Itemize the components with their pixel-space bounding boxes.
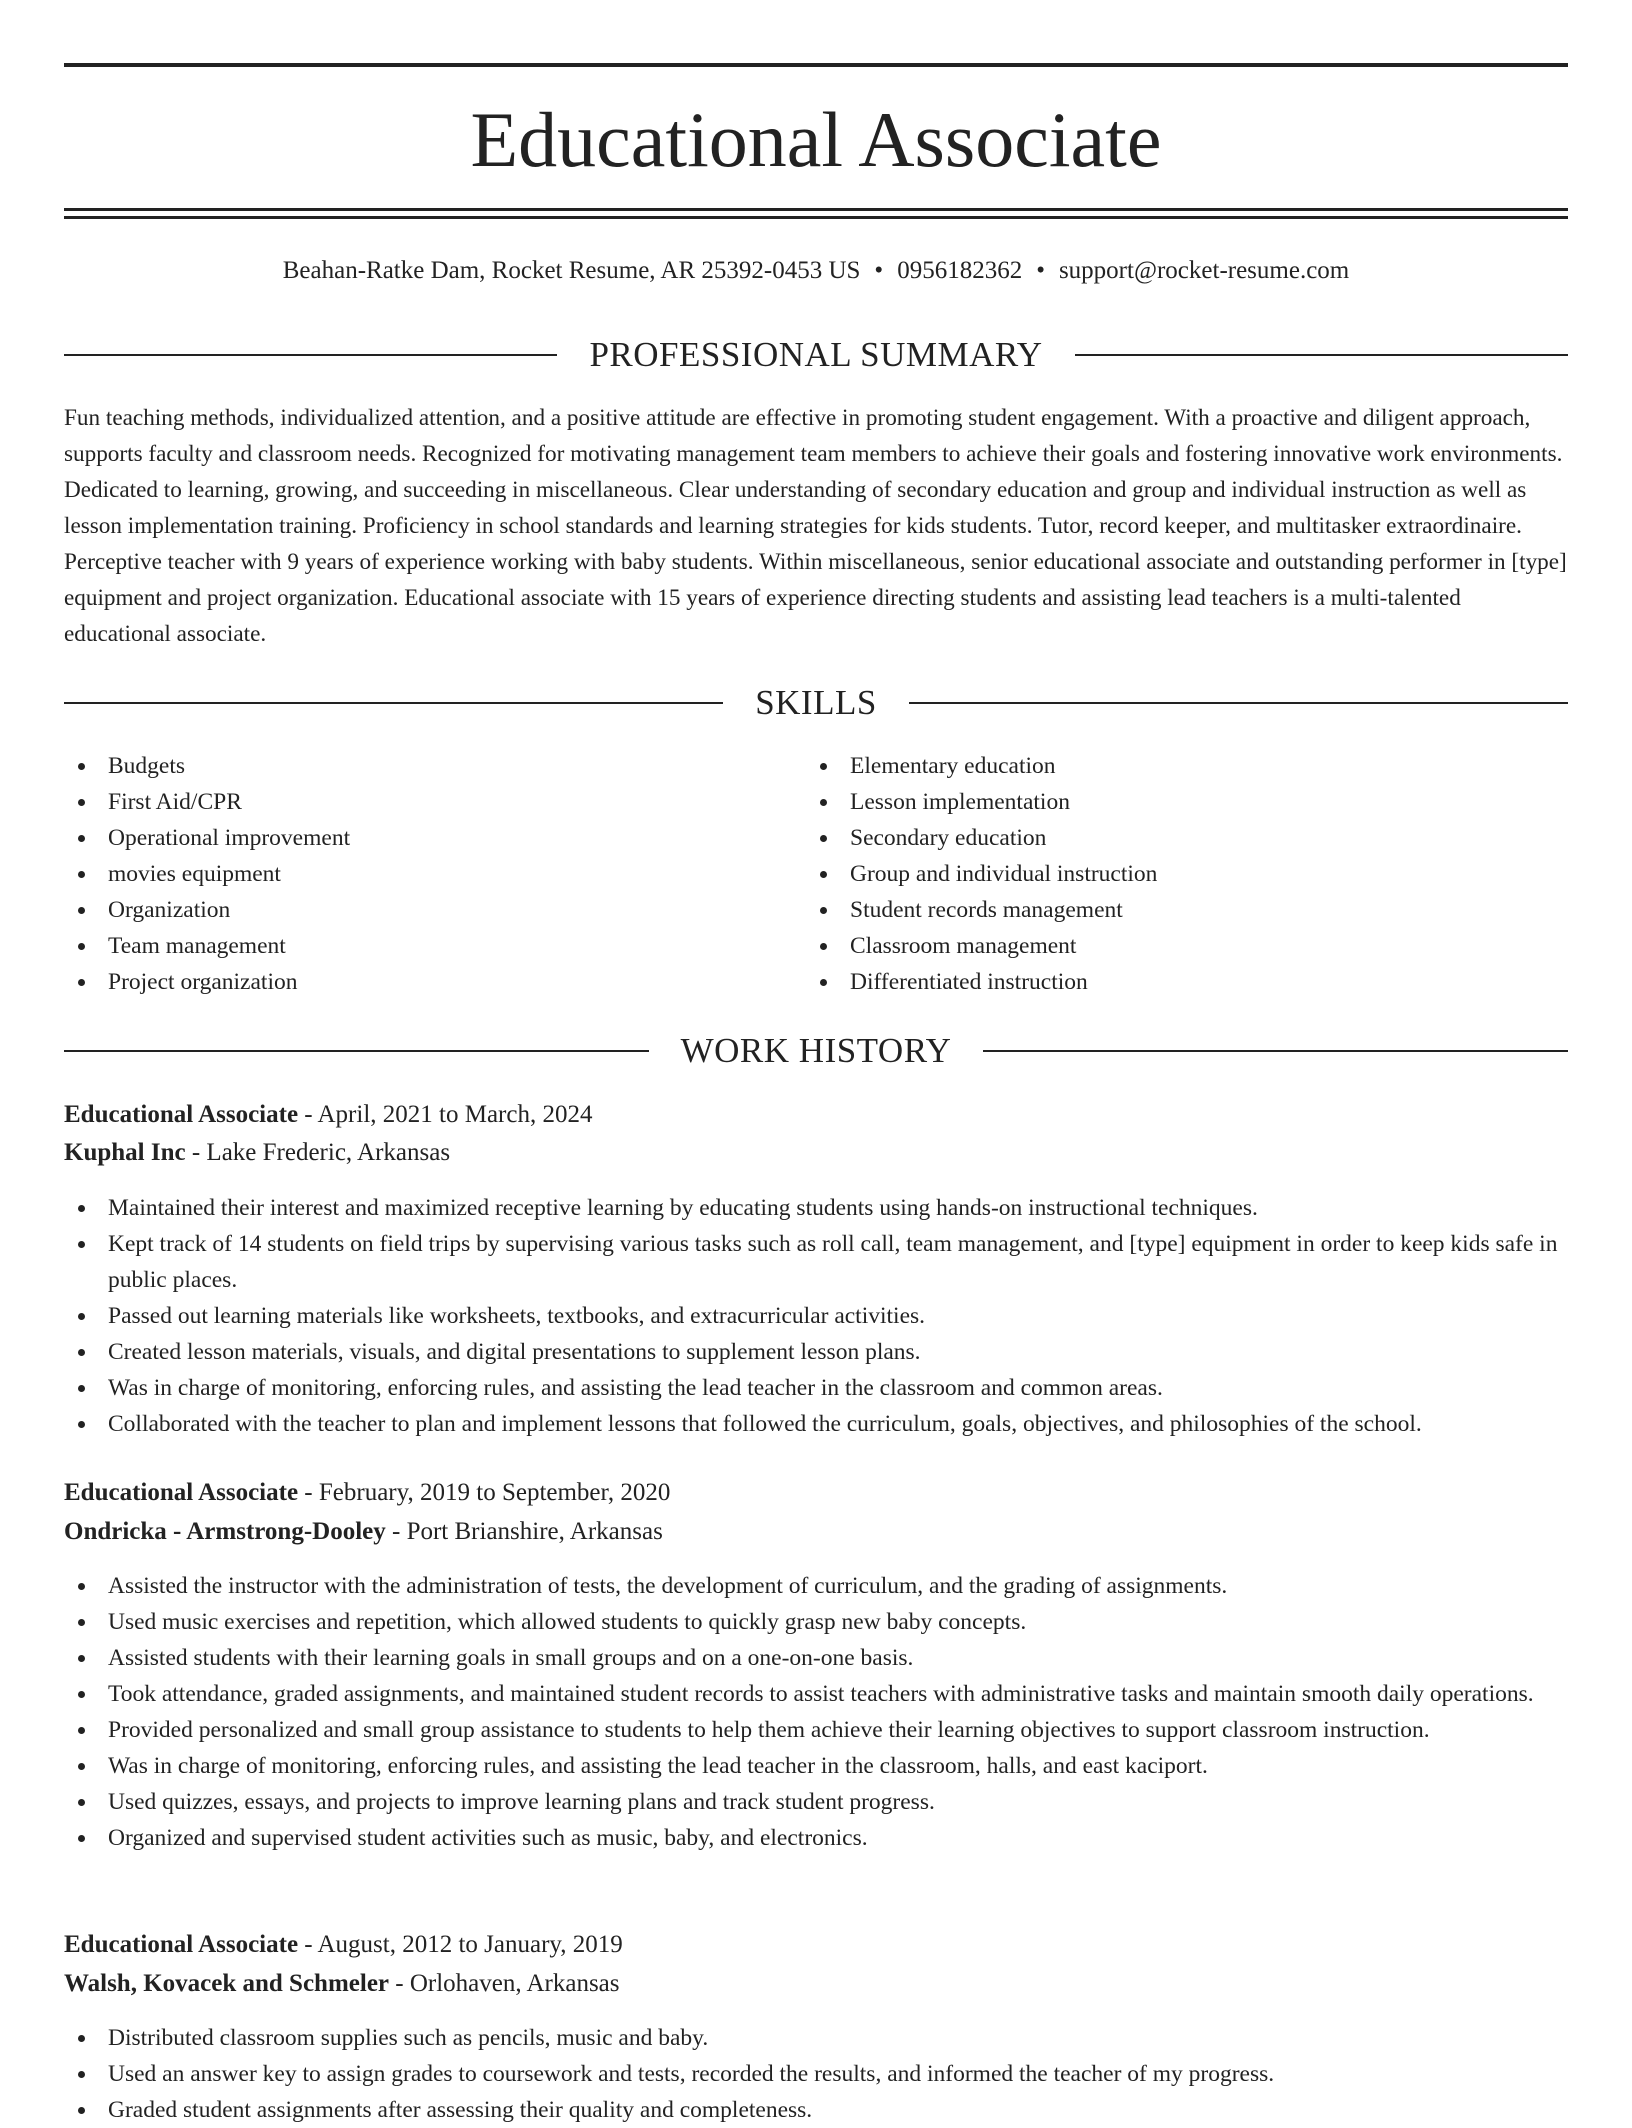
- job-bullet: Graded student assignments after assessing their quality and completeness.: [64, 2092, 1568, 2128]
- job-bullet: Assisted students with their learning goals in small groups and on a one-on-one basis.: [64, 1640, 1568, 1676]
- job-bullet: Organized and supervised student activities such as music, baby, and electronics.: [64, 1820, 1568, 1856]
- skill-item: Classroom management: [806, 928, 1506, 964]
- contact-email: support@rocket-resume.com: [1058, 257, 1350, 284]
- contact-separator: •: [874, 257, 884, 284]
- job-title: Educational Associate: [64, 1931, 299, 1958]
- page-title: Educational Associate: [470, 96, 1162, 183]
- job-bullet: Distributed classroom supplies such as pencils, music and baby.: [64, 2020, 1568, 2056]
- job-dates: February, 2019 to September, 2020: [318, 1479, 671, 1506]
- job-bullet: Was in charge of monitoring, enforcing rules, and assisting the lead teacher in the classroom and common areas.: [64, 1370, 1568, 1406]
- job-title: Educational Associate: [64, 1101, 299, 1128]
- job-bullet: Passed out learning materials like worksheets, textbooks, and extracurricular activities.: [64, 1298, 1568, 1334]
- job-title-line: Educational Associate - February, 2019 to September, 2020: [64, 1479, 671, 1506]
- job-bullets: [64, 1190, 1568, 1442]
- heading-rule-right: [909, 702, 1568, 704]
- job-company-line: Kuphal Inc - Lake Frederic, Arkansas: [64, 1139, 451, 1166]
- summary-heading: [64, 333, 1568, 377]
- skills-heading-label: SKILLS: [755, 683, 877, 722]
- skill-item: First Aid/CPR: [64, 784, 764, 820]
- job-bullet: Used music exercises and repetition, which allowed students to quickly grasp new baby concepts.: [64, 1604, 1568, 1640]
- job-bullet: Collaborated with the teacher to plan and implement lessons that followed the curriculum, goals, objectives, and philosophies of the school.: [64, 1406, 1568, 1442]
- skill-item: Student records management: [806, 892, 1506, 928]
- job-bullet: Assisted the instructor with the administration of tests, the development of curriculum, and the grading of assignments.: [64, 1568, 1568, 1604]
- job-title-line: Educational Associate - April, 2021 to March, 2024: [64, 1101, 593, 1128]
- summary-text: Fun teaching methods, individualized attention, and a positive attitude are effective in promoting student engagement. With a proactive and diligent approach, supports faculty and classroom needs. Recognized for motivating management team members to achieve their goals and fostering innovative work environments. Dedicated to learning, growing, and succeeding in miscellaneous. Clear understanding of secondary education and group and individual instruction as well as lesson implementation training. Proficiency in school standards and learning strategies for kids students. Tutor, record keeper, and multitasker extraordinaire. Perceptive teacher with 9 years of experience working with baby students. Within miscellaneous, senior educational associate and outstanding performer in [type] equipment and project organization. Educational associate with 15 years of experience directing students and assisting lead teachers is a multi-talented educational associate.: [64, 405, 1567, 647]
- skill-item: Project organization: [64, 964, 764, 1000]
- skill-item: Lesson implementation: [806, 784, 1506, 820]
- top-rule: [64, 63, 1568, 67]
- job-location: Port Brianshire, Arkansas: [406, 1518, 663, 1545]
- skill-item: movies equipment: [64, 856, 764, 892]
- skill-item: Differentiated instruction: [806, 964, 1506, 1000]
- job-company: Kuphal Inc: [64, 1139, 186, 1166]
- heading-rule-left: [64, 702, 723, 704]
- skill-item: Budgets: [64, 748, 764, 784]
- job-bullet: Created lesson materials, visuals, and digital presentations to supplement lesson plans.: [64, 1334, 1568, 1370]
- contact-separator: •: [1036, 257, 1045, 284]
- job-bullets: [64, 1568, 1568, 1856]
- title-double-rule-bottom: [64, 216, 1568, 219]
- title-double-rule-top: [64, 208, 1568, 211]
- skill-item: Organization: [64, 892, 764, 928]
- skill-item: Elementary education: [806, 748, 1506, 784]
- contact-line: [64, 254, 1568, 288]
- job-title-line: Educational Associate - August, 2012 to January, 2019: [64, 1931, 623, 1958]
- skills-list-left: [64, 748, 764, 1000]
- job-bullet: Maintained their interest and maximized receptive learning by educating students using hands-on instructional techniques.: [64, 1190, 1568, 1226]
- heading-rule-left: [64, 1050, 649, 1052]
- job-bullet: Used an answer key to assign grades to coursework and tests, recorded the results, and informed the teacher of my progress.: [64, 2056, 1568, 2092]
- contact-address: Beahan-Ratke Dam, Rocket Resume, AR 25392-0453 US: [282, 257, 861, 284]
- heading-rule-right: [983, 1050, 1568, 1052]
- job-bullet: Took attendance, graded assignments, and maintained student records to assist teachers with administrative tasks and maintain smooth daily operations.: [64, 1676, 1568, 1712]
- job-bullet: Was in charge of monitoring, enforcing rules, and assisting the lead teacher in the classroom, halls, and east kaciport.: [64, 1748, 1568, 1784]
- job-bullet: Kept track of 14 students on field trips by supervising various tasks such as roll call, team management, and [type] equipment in order to keep kids safe in public places.: [64, 1226, 1568, 1298]
- job-company-line: Walsh, Kovacek and Schmeler - Orlohaven, Arkansas: [64, 1970, 620, 1997]
- contact-phone: 0956182362: [897, 257, 1023, 284]
- job-bullet: Used quizzes, essays, and projects to improve learning plans and track student progress.: [64, 1784, 1568, 1820]
- skills-heading: [64, 681, 1568, 725]
- job-location: Orlohaven, Arkansas: [409, 1970, 620, 1997]
- job-bullet: Provided personalized and small group assistance to students to help them achieve their learning objectives to support classroom instruction.: [64, 1712, 1568, 1748]
- job-company-line: Ondricka - Armstrong-Dooley - Port Brianshire, Arkansas: [64, 1518, 663, 1545]
- work-history-heading-label: WORK HISTORY: [680, 1031, 952, 1070]
- job-title: Educational Associate: [64, 1479, 299, 1506]
- job-company: Ondricka - Armstrong-Dooley: [64, 1518, 386, 1545]
- job-dates: April, 2021 to March, 2024: [317, 1101, 593, 1128]
- heading-rule-left: [64, 354, 557, 356]
- summary-heading-label: PROFESSIONAL SUMMARY: [589, 335, 1043, 374]
- skills-list-right: [806, 748, 1506, 1000]
- job-dates: August, 2012 to January, 2019: [317, 1931, 623, 1958]
- skill-item: Team management: [64, 928, 764, 964]
- work-history-heading: [64, 1029, 1568, 1073]
- heading-rule-right: [1075, 354, 1568, 356]
- job-company: Walsh, Kovacek and Schmeler: [64, 1970, 390, 1997]
- skill-item: Operational improvement: [64, 820, 764, 856]
- skill-item: Group and individual instruction: [806, 856, 1506, 892]
- skill-item: Secondary education: [806, 820, 1506, 856]
- job-location: Lake Frederic, Arkansas: [206, 1139, 451, 1166]
